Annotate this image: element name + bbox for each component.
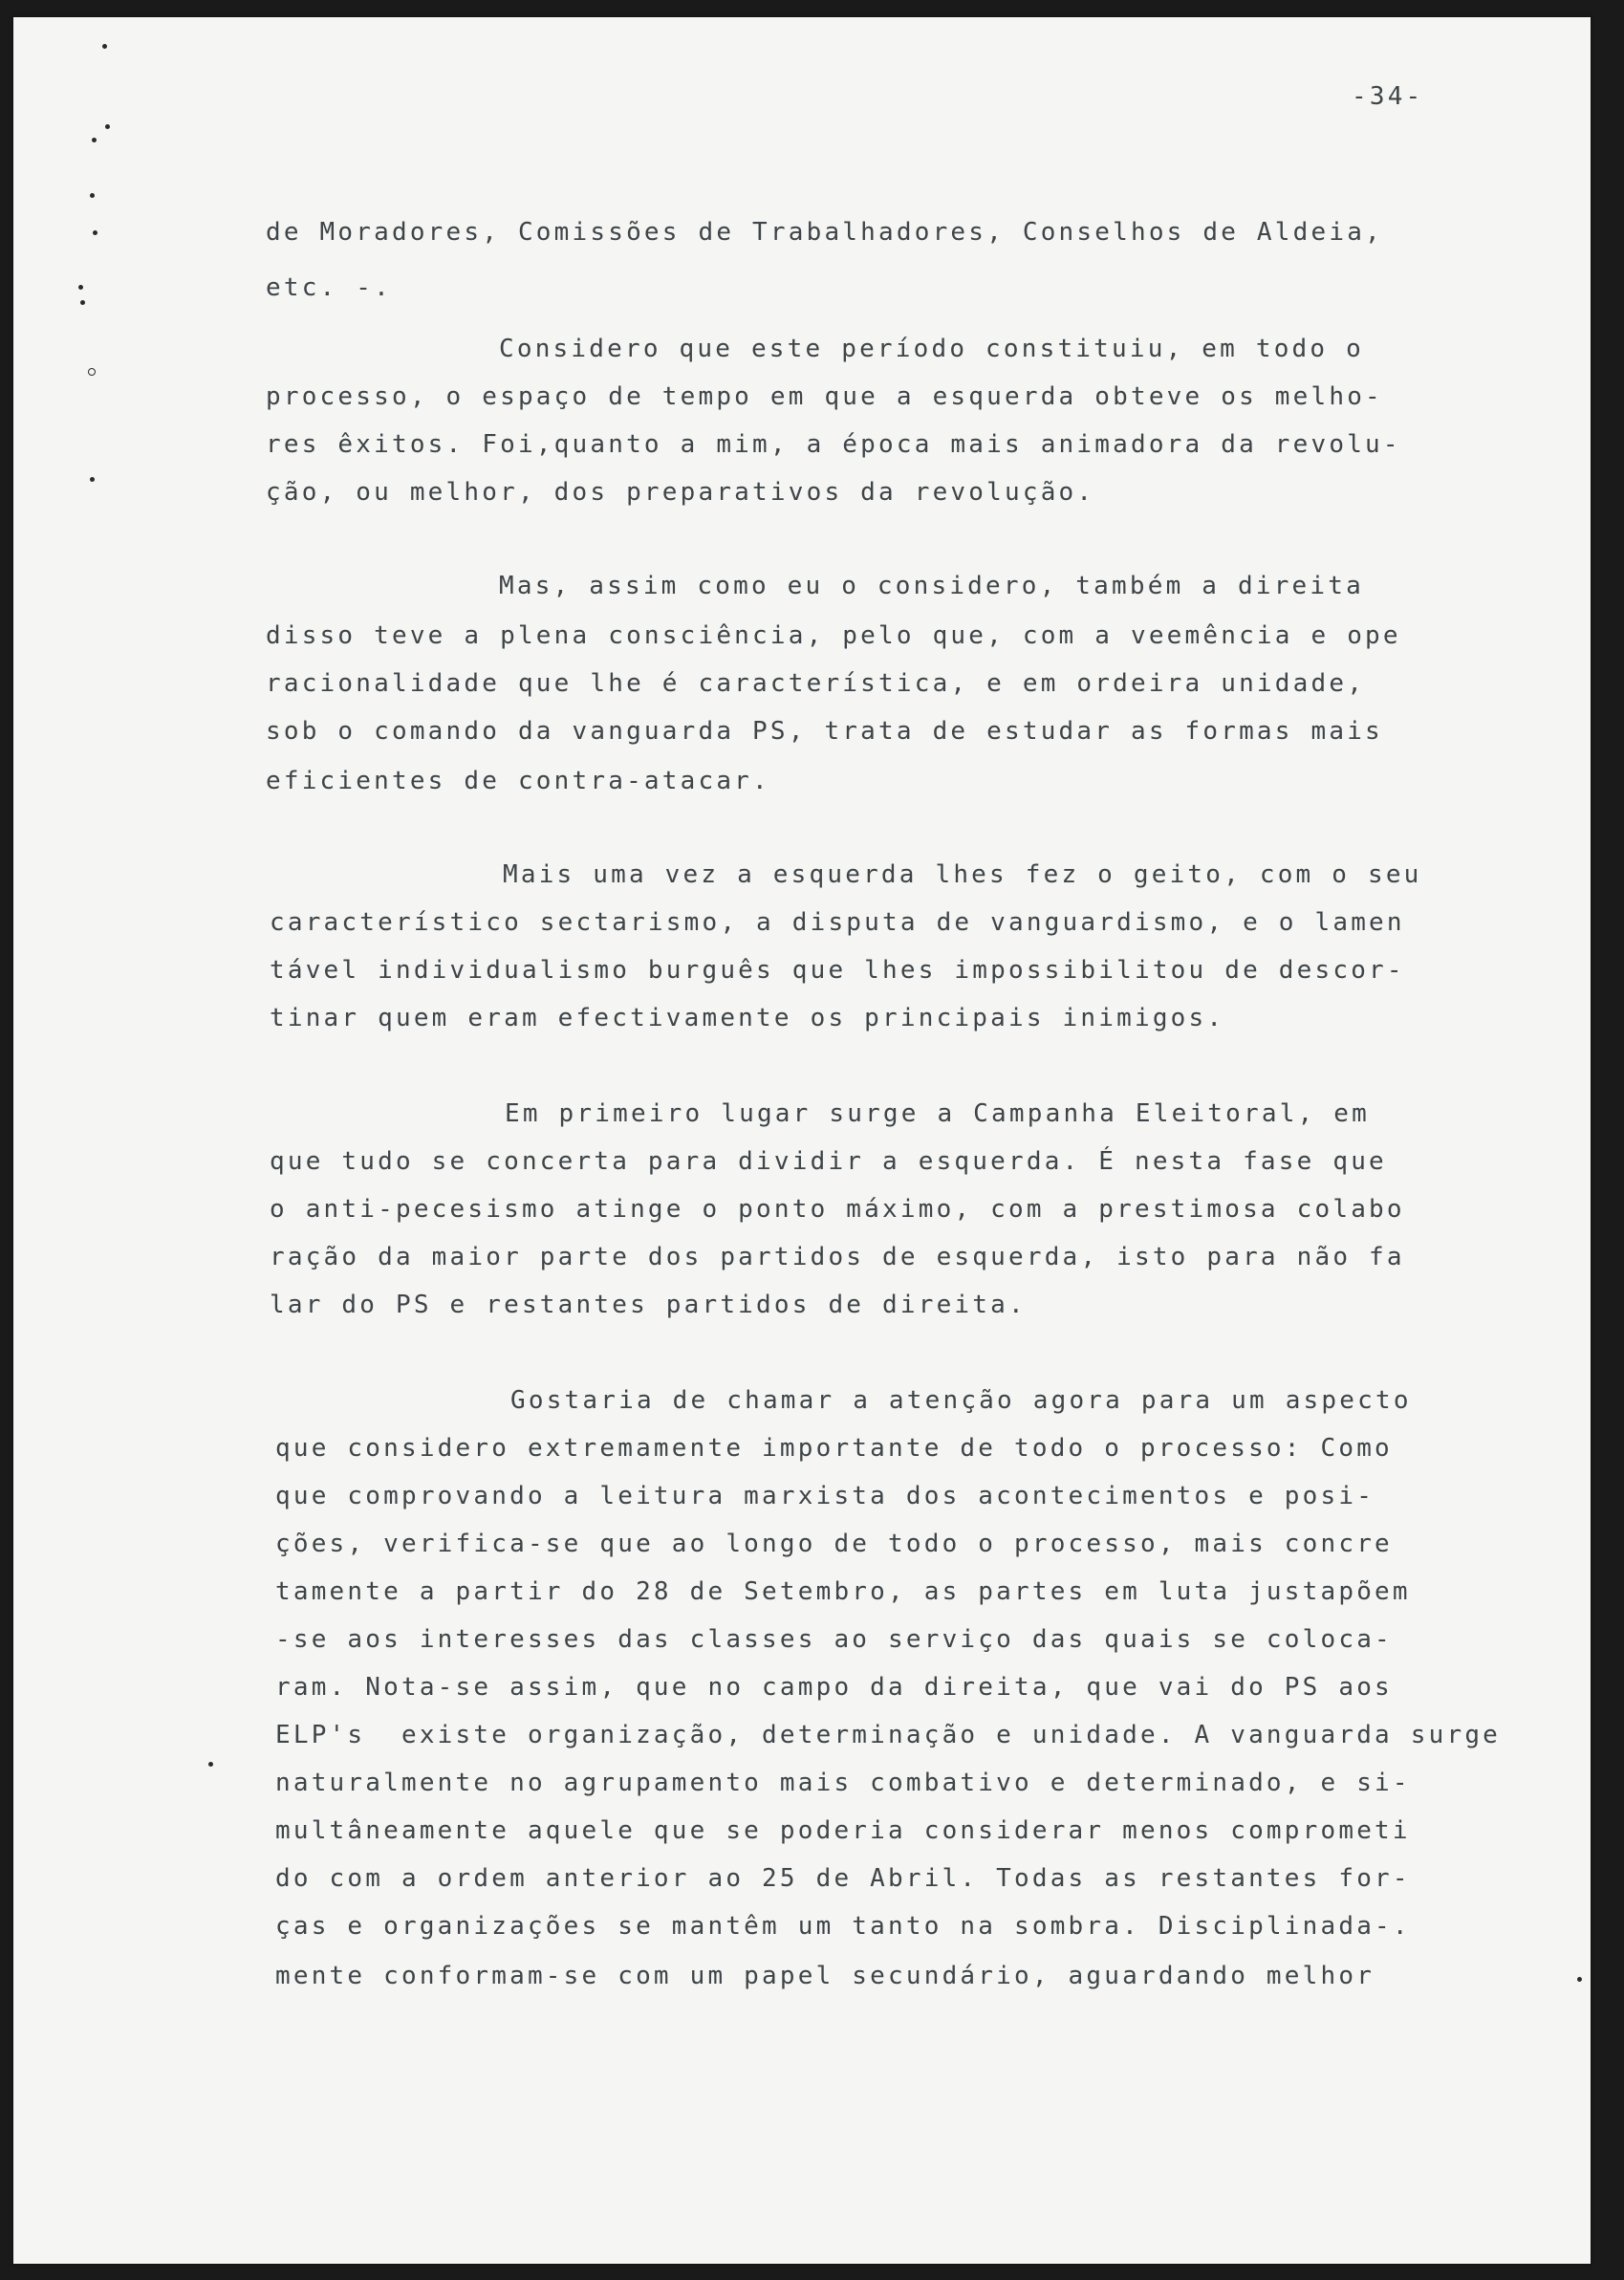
text-line: etc. -. <box>266 273 392 302</box>
text-line: eficientes de contra-atacar. <box>266 767 770 795</box>
text-line: ções, verifica-se que ao longo de todo o processo, mais concre <box>275 1530 1393 1558</box>
text-line: do com a ordem anterior ao 25 de Abril. Todas as restantes for- <box>275 1864 1411 1893</box>
text-line: ram. Nota-se assim, que no campo da direita, que vai do PS aos <box>275 1673 1393 1702</box>
text-line: Em primeiro lugar surge a Campanha Eleitoral, em <box>505 1099 1370 1128</box>
text-line: Gostaria de chamar a atenção agora para um aspecto <box>510 1386 1412 1415</box>
text-line: lar do PS e restantes partidos de direita. <box>270 1291 1027 1319</box>
text-line-content: disso teve a plena consciência, pelo que, com a veemência e ope <box>266 621 1401 650</box>
margin-speck <box>90 477 95 482</box>
text-line: tável individualismo burguês que lhes impossibilitou de descor- <box>270 956 1405 985</box>
text-line: sob o comando da vanguarda PS, trata de estudar as formas mais <box>266 717 1383 746</box>
text-line: Mas, assim como eu o considero, também a direita <box>499 572 1364 600</box>
text-line: ças e organizações se mantêm um tanto na sombra. Disciplinada-. <box>275 1912 1411 1941</box>
text-line: multâneamente aquele que se poderia considerar menos comprometi <box>275 1816 1411 1845</box>
text-line: -se aos interesses das classes ao serviço das quais se coloca- <box>275 1625 1393 1654</box>
text-line: ração da maior parte dos partidos de esquerda, isto para não fa <box>270 1243 1405 1271</box>
margin-speck <box>105 124 110 129</box>
text-line: que considero extremamente importante de todo o processo: Como <box>275 1434 1393 1463</box>
document-page <box>13 17 1591 2264</box>
text-line: Mais uma vez a esquerda lhes fez o geito, com o seu <box>503 860 1422 889</box>
text-line: de Moradores, Comissões de Trabalhadores, Conselhos de Aldeia, <box>266 218 1383 247</box>
margin-speck <box>80 300 85 305</box>
margin-speck <box>93 230 97 235</box>
text-line: res êxitos. Foi,quanto a mim, a época mais animadora da revolu- <box>266 430 1401 459</box>
margin-speck <box>78 285 83 290</box>
text-line <box>266 619 1401 652</box>
text-line: que tudo se concerta para dividir a esquerda. É nesta fase que <box>270 1147 1387 1176</box>
text-line: racionalidade que lhe é característica, e em ordeira unidade, <box>266 669 1366 698</box>
text-line: tinar quem eram efectivamente os principais inimigos. <box>270 1004 1225 1032</box>
text-line: naturalmente no agrupamento mais combativo e determinado, e si- <box>275 1769 1411 1797</box>
page-number: -34- <box>1352 82 1424 111</box>
text-line: que comprovando a leitura marxista dos acontecimentos e posi- <box>275 1482 1375 1510</box>
margin-speck <box>102 44 107 49</box>
text-line: Considero que este período constituiu, em todo o <box>499 335 1364 363</box>
text-line: processo, o espaço de tempo em que a esquerda obteve os melho- <box>266 382 1383 411</box>
margin-speck <box>92 138 97 142</box>
text-line: característico sectarismo, a disputa de vanguardismo, e o lamen <box>270 908 1405 937</box>
text-line: mente conformam-se com um papel secundário, aguardando melhor <box>275 1962 1375 1990</box>
text-line: o anti-pecesismo atinge o ponto máximo, com a prestimosa colabo <box>270 1195 1405 1224</box>
text-line: ção, ou melhor, dos preparativos da revolução. <box>266 478 1095 507</box>
margin-speck <box>88 368 96 376</box>
margin-speck <box>90 193 95 198</box>
margin-speck <box>208 1762 213 1767</box>
text-line: tamente a partir do 28 de Setembro, as partes em luta justapõem <box>275 1577 1411 1606</box>
text-line: ELP's existe organização, determinação e unidade. A vanguarda surge <box>275 1721 1502 1749</box>
margin-speck <box>1577 1977 1582 1982</box>
